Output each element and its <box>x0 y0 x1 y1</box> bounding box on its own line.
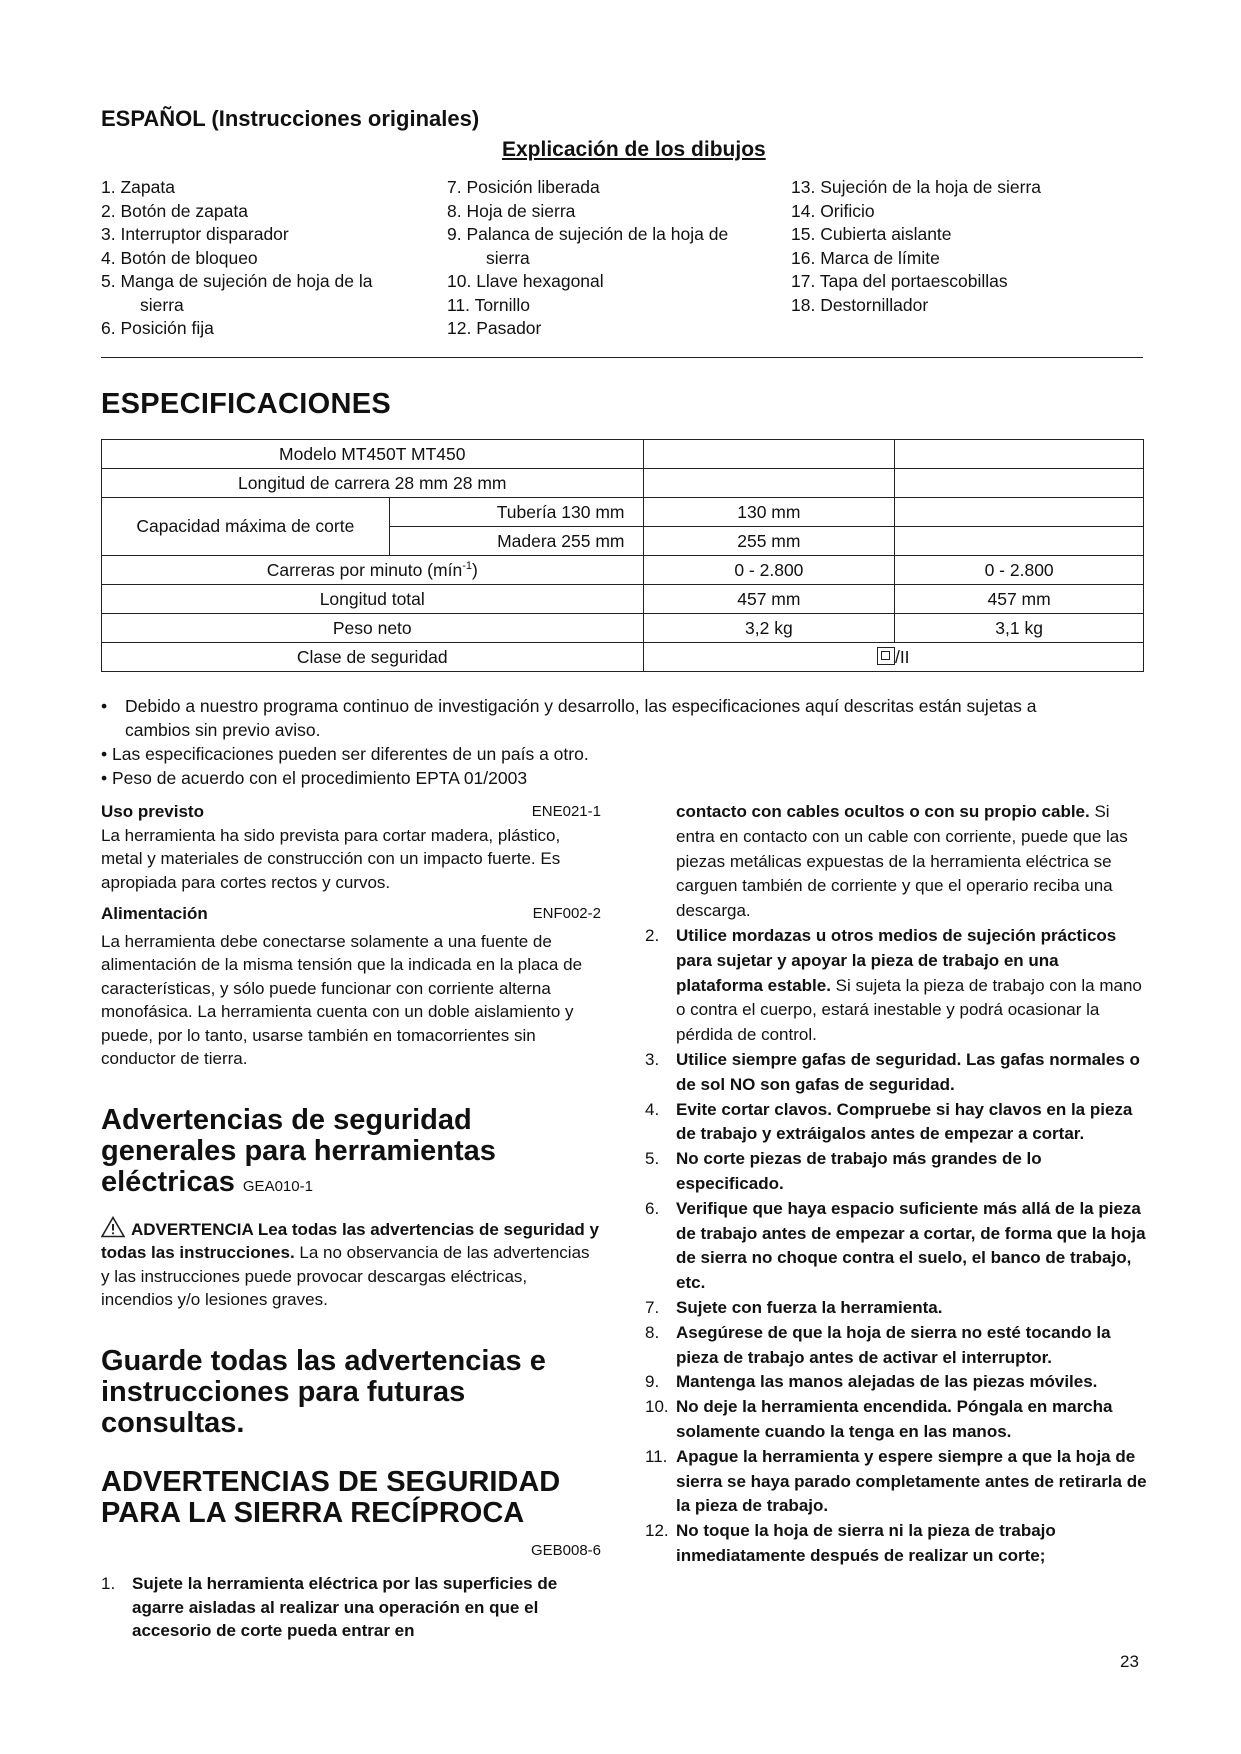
table-row <box>102 585 1144 614</box>
list-item: 12. No toque la hoja de sierra ni la pieza de trabajo inmediatamente después de realizar un corte; <box>645 1521 1056 1565</box>
list-item: 6. Verifique que haya espacio suficiente más allá de la pieza de trabajo antes de empezar a cortar, de forma que la hoja de sierra no choque contra el suelo, el banco de trabajo, etc. <box>645 1198 1146 1293</box>
spec-cell: 457 mm <box>895 585 1144 614</box>
spec-cell <box>895 440 1144 469</box>
specifications-table <box>101 439 1144 672</box>
legend-item: 5. Manga de sujeción de hoja de la <box>101 271 373 291</box>
spec-cell <box>895 469 1144 498</box>
warning-paragraph: ADVERTENCIA Lea todas las advertencias de seguridad y todas las instrucciones. La no observancia de las advertencias y las instrucciones puede provocar descargas eléctricas, incendios y/o lesiones graves. <box>101 1216 601 1312</box>
table-row <box>102 498 1144 527</box>
page-number: 23 <box>1120 1652 1139 1671</box>
spec-cell: Tubería 130 mm <box>389 498 643 527</box>
legend-item: 3. Interruptor disparador <box>101 224 289 244</box>
table-row <box>102 469 1144 498</box>
section-header <box>101 800 601 824</box>
spec-cell: Peso neto <box>102 614 644 643</box>
spec-notes <box>101 694 1151 790</box>
spec-cell: 255 mm <box>643 527 895 556</box>
spec-cell <box>895 527 1144 556</box>
spec-cell: 0 - 2.800 <box>643 556 895 585</box>
language-title: ESPAÑOL (Instrucciones originales) <box>101 106 480 131</box>
list-item: 3. Utilice siempre gafas de seguridad. Las gafas normales o de sol NO son gafas de seguridad. <box>645 1049 1140 1094</box>
save-instructions-heading: Guarde todas las advertencias e instrucciones para futuras consultas. <box>101 1344 546 1439</box>
note-item: cambios sin previo aviso. <box>125 720 321 740</box>
uso-title: Uso previsto <box>101 802 204 821</box>
legend-item: 17. Tapa del portaescobillas <box>791 271 1008 291</box>
legend-column-2 <box>447 176 767 341</box>
list-item: 7. Sujete con fuerza la herramienta. <box>645 1297 943 1317</box>
table-row <box>102 440 1144 469</box>
spec-cell: Modelo MT450T MT450 <box>102 440 644 469</box>
legend-item: 9. Palanca de sujeción de la hoja de <box>447 224 729 244</box>
legend-item: 12. Pasador <box>447 318 542 338</box>
saw-warnings-heading: ADVERTENCIAS DE SEGURIDAD PARA LA SIERRA RECÍPROCA <box>101 1465 561 1529</box>
legend-item: 14. Orificio <box>791 200 875 221</box>
legend-title: Explicación de los dibujos <box>502 138 766 161</box>
list-item: 4. Evite cortar clavos. Compruebe si hay clavos en la pieza de trabajo y extráigalos antes de empezar a cortar. <box>645 1099 1133 1144</box>
section-header <box>101 902 601 926</box>
legend-column-1 <box>101 176 421 341</box>
bullet-icon: • <box>101 696 108 716</box>
list-item: 1. Sujete la herramienta eléctrica por las superficies de agarre aisladas al realizar una operación en que el accesorio de corte pueda entrar en <box>101 1574 558 1640</box>
spec-cell: 3,2 kg <box>643 614 895 643</box>
legend-column-3 <box>791 176 1111 317</box>
note-item: • Debido a nuestro programa continuo de investigación y desarrollo, las especificaciones aquí descritas están sujetas a <box>101 696 1037 716</box>
alimentacion-title: Alimentación <box>101 904 208 923</box>
table-row <box>102 556 1144 585</box>
legend-item: 15. Cubierta aislante <box>791 224 952 244</box>
general-warnings-heading: Advertencias de seguridad generales para herramientas eléctricas GEA010-1 <box>101 1103 496 1198</box>
spec-cell: 0 - 2.800 <box>895 556 1144 585</box>
left-column <box>101 800 601 1643</box>
section-code: GEA010-1 <box>242 1177 313 1195</box>
list-item: 8. Asegúrese de que la hoja de sierra no esté tocando la pieza de trabajo antes de activar el interruptor. <box>645 1322 1111 1367</box>
legend-item: sierra <box>486 247 530 268</box>
spec-cell: Carreras por minuto (mín$^{-1}$) <box>102 556 644 585</box>
spec-cell: Longitud de carrera 28 mm 28 mm <box>102 469 644 498</box>
spec-cell: Clase de seguridad <box>102 643 644 672</box>
legend-item: 2. Botón de zapata <box>101 200 248 221</box>
legend-item: 13. Sujeción de la hoja de sierra <box>791 177 1042 197</box>
legend-item: sierra <box>140 294 184 315</box>
legend-item: 7. Posición liberada <box>447 177 600 197</box>
spec-cell: Longitud total <box>102 585 644 614</box>
spec-cell <box>643 469 895 498</box>
table-row <box>102 614 1144 643</box>
note-item: • Peso de acuerdo con el procedimiento EPTA 01/2003 <box>101 768 528 788</box>
spec-cell <box>643 440 895 469</box>
section-code: ENE021-1 <box>531 803 601 820</box>
double-insulation-icon <box>877 647 895 665</box>
legend-item: 1. Zapata <box>101 177 175 197</box>
spec-cell <box>895 498 1144 527</box>
note-item: • Las especificaciones pueden ser diferentes de un país a otro. <box>101 744 589 764</box>
legend-item: 18. Destornillador <box>791 294 929 315</box>
divider <box>101 357 1143 358</box>
spec-cell: 457 mm <box>643 585 895 614</box>
right-column <box>645 800 1150 1569</box>
list-item: 11. Apague la herramienta y espere siempre a que la hoja de sierra se haya parado completamente antes de retirarla de la pieza de trabajo. <box>645 1446 1147 1516</box>
section-code: ENF002-2 <box>532 905 601 922</box>
warning-triangle-icon <box>101 1216 125 1238</box>
spec-cell: Capacidad máxima de corte <box>102 498 390 556</box>
legend-item: 16. Marca de límite <box>791 247 940 268</box>
legend-item: 4. Botón de bloqueo <box>101 247 258 268</box>
uso-text: La herramienta ha sido prevista para cortar madera, plástico, metal y materiales de construcción con un impacto fuerte. Es apropiada para cortes rectos y curvos. <box>101 825 561 892</box>
spec-cell: Madera 255 mm <box>389 527 643 556</box>
legend-item: 10. Llave hexagonal <box>447 271 604 291</box>
legend-item: 8. Hoja de sierra <box>447 200 576 221</box>
list-item: 10. No deje la herramienta encendida. Póngala en marcha solamente cuando la tenga en las manos. <box>645 1397 1113 1441</box>
list-item-continued: contacto con cables ocultos o con su propio cable. Si entra en contacto con un cable con corriente, puede que las piezas metálicas expuestas de la herramienta eléctrica se carguen también de corriente y que el operario reciba una descarga. <box>676 802 1128 921</box>
list-item: 5. No corte piezas de trabajo más grandes de lo especificado. <box>645 1149 1042 1193</box>
spec-cell: 130 mm <box>643 498 895 527</box>
spec-cell: /II <box>643 643 1144 672</box>
table-row <box>102 643 1144 672</box>
legend-item: 6. Posición fija <box>101 318 214 338</box>
specifications-title: ESPECIFICACIONES <box>101 388 392 420</box>
list-item: 9. Mantenga las manos alejadas de las piezas móviles. <box>645 1372 1098 1392</box>
list-item: 2. Utilice mordazas u otros medios de sujeción prácticos para sujetar y apoyar la pieza de trabajo en una plataforma estable. Si sujeta la pieza de trabajo con la mano o contra el cuerpo, estará inestable y podrá ocasionar la pérdida de control. <box>645 925 1142 1045</box>
alimentacion-text: La herramienta debe conectarse solamente a una fuente de alimentación de la misma tensión que la indicada en la placa de características, y sólo puede funcionar con corriente alterna monofásica. La herramienta cuenta con un doble aislamiento y puede, por lo tanto, usarse también en tomacorrientes sin conductor de tierra. <box>101 931 583 1068</box>
spec-cell: 3,1 kg <box>895 614 1144 643</box>
section-code: GEB008-6 <box>530 1541 601 1559</box>
legend-item: 11. Tornillo <box>447 294 531 315</box>
